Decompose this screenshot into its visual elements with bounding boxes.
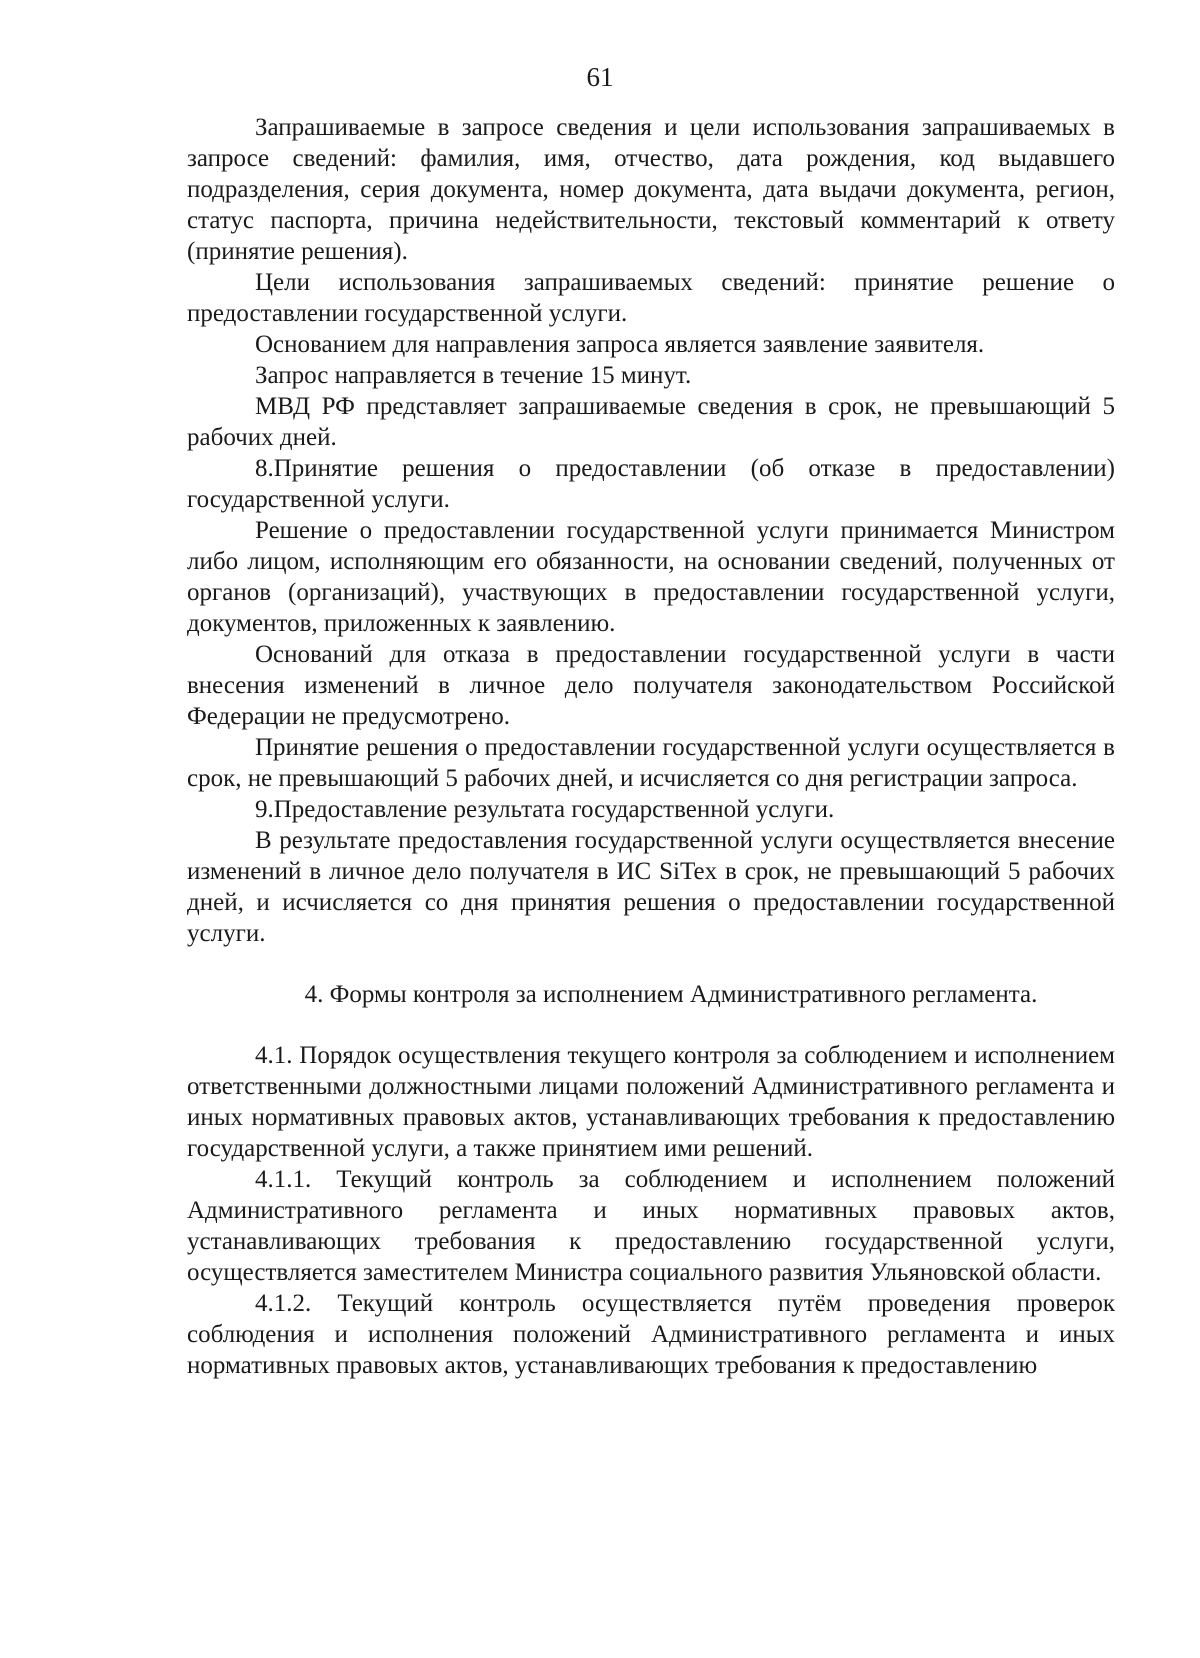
paragraph-item-9: 9.Предоставление результата государственной услуги.: [255, 796, 835, 823]
paragraph-4-1-1: 4.1.1. Текущий контроль за соблюдением и исполнением положений Административного регламента и иных нормативных правовых актов, устанавливающих требования к предоставлению государственной услуги, осуществляется заместителем Министра социального развития Ульяновской области.: [187, 1166, 1115, 1286]
document-body: [187, 112, 1115, 1381]
paragraph-result: В результате предоставления государственной услуги осуществляется внесение изменений в личное дело получателя в ИС SiTex в срок, не превышающий 5 рабочих дней, и исчисляется со дня принятия решения о предоставлении государственной услуги.: [187, 827, 1115, 947]
paragraph-4-1: 4.1. Порядок осуществления текущего контроля за соблюдением и исполнением ответственными должностными лицами положений Административного регламента и иных нормативных правовых актов, устанавливающих требования к предоставлению государственной услуги, а также принятием ими решений.: [187, 1042, 1115, 1162]
paragraph-basis: Основанием для направления запроса является заявление заявителя.: [255, 331, 985, 358]
paragraph-request-time: Запрос направляется в течение 15 минут.: [255, 362, 692, 389]
paragraph-mvd-term: МВД РФ представляет запрашиваемые сведения в срок, не превышающий 5 рабочих дней.: [187, 393, 1115, 451]
paragraph-item-8: 8.Принятие решения о предоставлении (об отказе в предоставлении) государственной услуги.: [187, 455, 1115, 513]
paragraph-decision: Решение о предоставлении государственной услуги принимается Министром либо лицом, исполняющим его обязанности, на основании сведений, полученных от органов (организаций), участвующих в предоставлении государственной услуги, документов, приложенных к заявлению.: [187, 517, 1115, 637]
paragraph-decision-term: Принятие решения о предоставлении государственной услуги осуществляется в срок, не превышающий 5 рабочих дней, и исчисляется со дня регистрации запроса.: [187, 734, 1115, 792]
section-heading: 4. Формы контроля за исполнением Административного регламента.: [304, 981, 1038, 1008]
paragraph-purpose: Цели использования запрашиваемых сведений: принятие решение о предоставлении государственной услуги.: [187, 269, 1115, 327]
page-number: 61: [586, 62, 614, 92]
paragraph-requested-data: Запрашиваемые в запросе сведения и цели использования запрашиваемых в запросе сведений: фамилия, имя, отчество, дата рождения, код выдавшего подразделения, серия документа, номер документа, дата выдачи документа, регион, статус паспорта, причина недействительности, текстовый комментарий к ответу (принятие решения).: [187, 114, 1115, 265]
paragraph-refusal-grounds: Оснований для отказа в предоставлении государственной услуги в части внесения изменений в личное дело получателя законодательством Российской Федерации не предусмотрено.: [187, 641, 1115, 730]
paragraph-4-1-2: 4.1.2. Текущий контроль осуществляется путём проведения проверок соблюдения и исполнения положений Административного регламента и иных нормативных правовых актов, устанавливающих требования к предоставлению: [187, 1290, 1115, 1379]
